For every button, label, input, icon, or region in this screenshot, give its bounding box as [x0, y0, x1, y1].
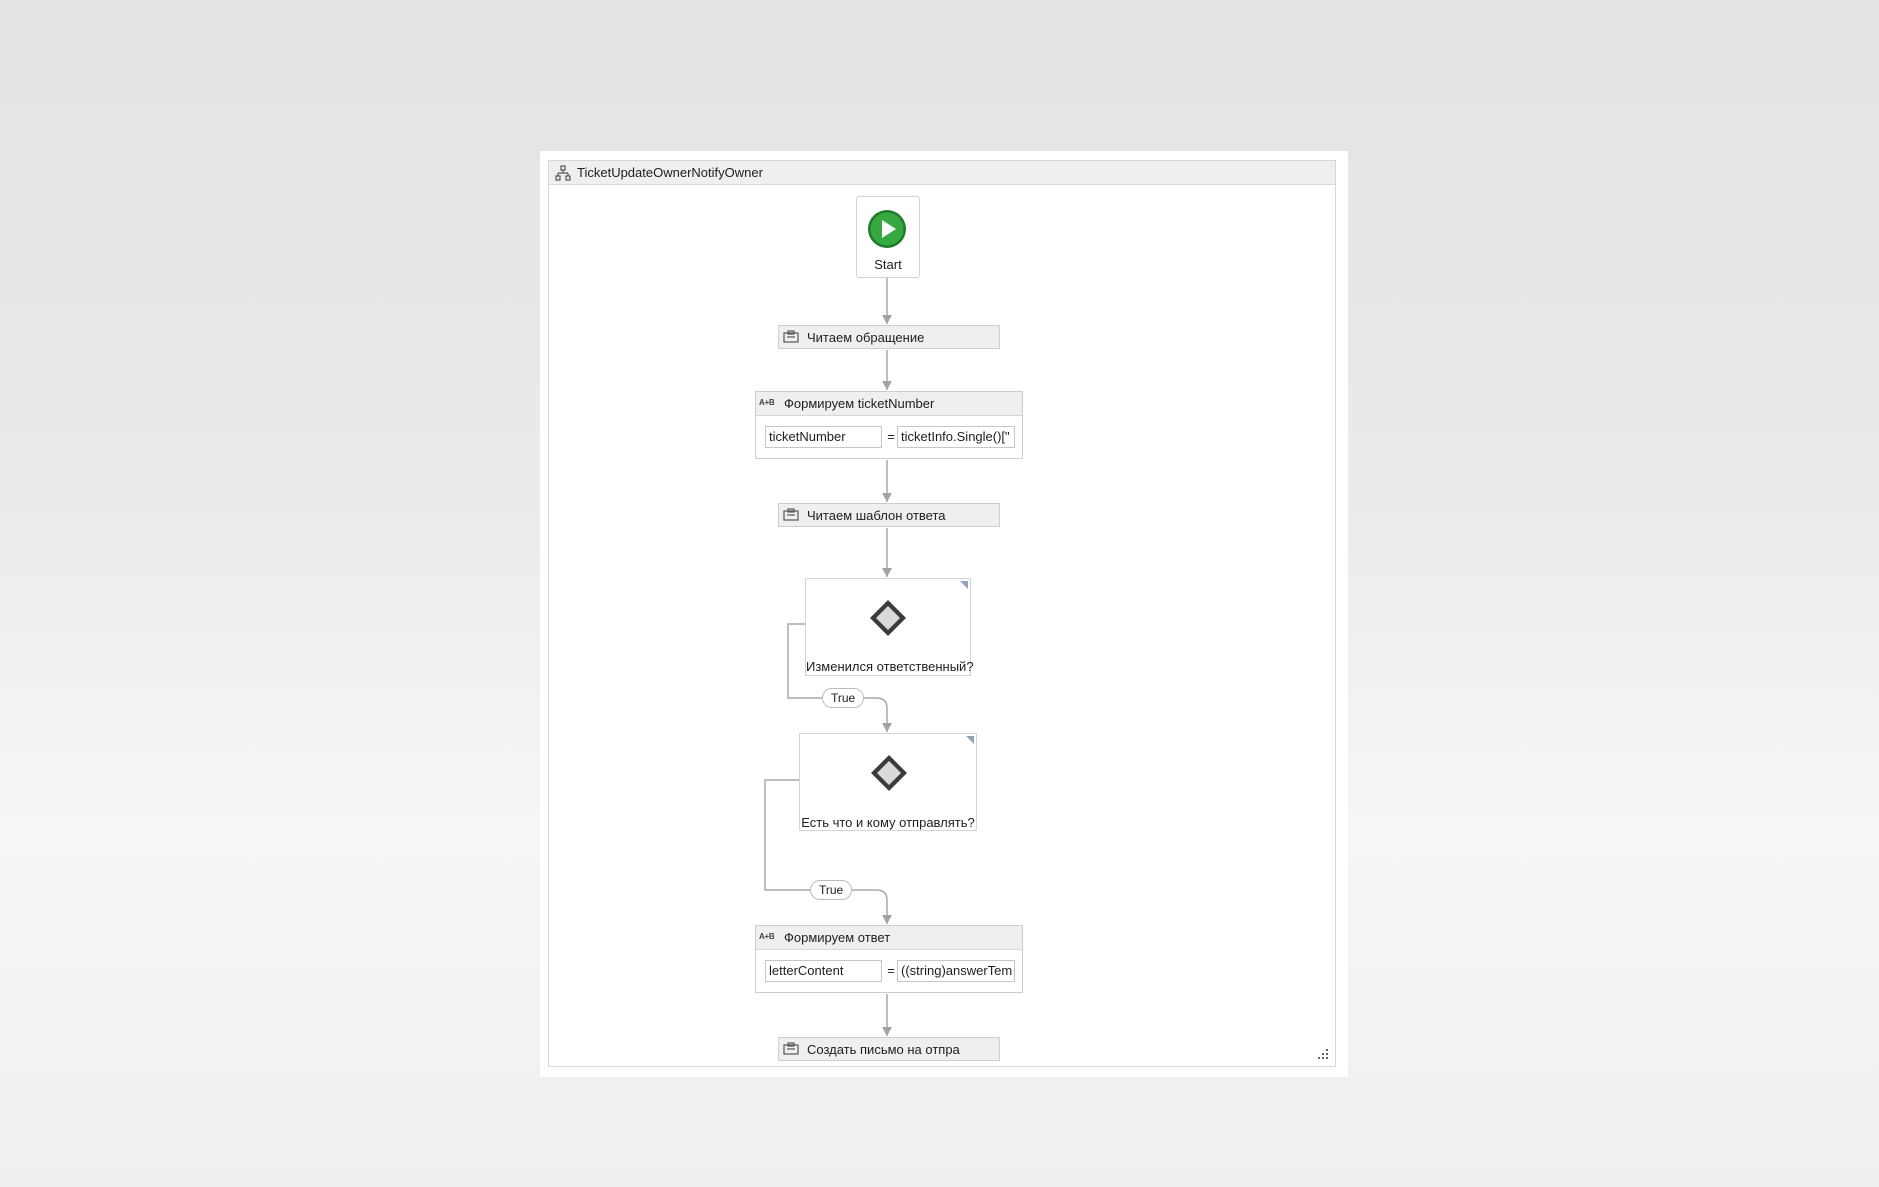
- resize-grip-icon[interactable]: [1317, 1048, 1329, 1060]
- expand-corner-icon: [960, 581, 968, 589]
- assign-to-field[interactable]: ticketNumber: [765, 426, 882, 448]
- workflow-title: TicketUpdateOwnerNotifyOwner: [577, 165, 763, 180]
- flowchart-header[interactable]: [549, 161, 1335, 185]
- activity-label: Создать письмо на отпра: [807, 1042, 960, 1057]
- assign-equals: =: [887, 429, 895, 444]
- activity-icon: [783, 508, 799, 522]
- assign-icon: A+B: [759, 932, 775, 941]
- assign-title: Формируем ticketNumber: [784, 396, 935, 411]
- start-label: Start: [874, 257, 902, 272]
- decision-label: Изменился ответственный?: [806, 659, 974, 674]
- assign-icon: A+B: [759, 398, 775, 407]
- play-icon: [867, 209, 907, 249]
- assign-header: [756, 926, 1022, 950]
- assign-value-field[interactable]: ticketInfo.Single()[": [897, 426, 1015, 448]
- activity-read-ticket[interactable]: [778, 325, 1000, 349]
- assign-ticket-number[interactable]: [755, 391, 1023, 459]
- true-branch-label[interactable]: True: [822, 688, 864, 708]
- activity-icon: [783, 1042, 799, 1056]
- decision-owner-changed[interactable]: [805, 578, 974, 676]
- assign-answer[interactable]: [755, 925, 1023, 993]
- activity-read-template[interactable]: [778, 503, 1000, 527]
- activity-label: Читаем шаблон ответа: [807, 508, 946, 523]
- assign-to-field[interactable]: letterContent: [765, 960, 882, 982]
- assign-equals: =: [887, 963, 895, 978]
- flowchart-icon: [555, 165, 571, 181]
- expand-corner-icon: [966, 736, 974, 744]
- start-node[interactable]: [856, 196, 920, 278]
- decision-diamond-icon: [868, 598, 908, 638]
- assign-title: Формируем ответ: [784, 930, 891, 945]
- decision-diamond-icon: [869, 753, 909, 793]
- activity-icon: [783, 330, 799, 344]
- decision-has-recipient[interactable]: [799, 733, 977, 831]
- decision-label: Есть что и кому отправлять?: [801, 815, 975, 830]
- assign-value-field[interactable]: ((string)answerTem: [897, 960, 1015, 982]
- true-branch-label[interactable]: True: [810, 880, 852, 900]
- assign-header: [756, 392, 1022, 416]
- activity-label: Читаем обращение: [807, 330, 925, 345]
- activity-create-letter[interactable]: [778, 1037, 1000, 1061]
